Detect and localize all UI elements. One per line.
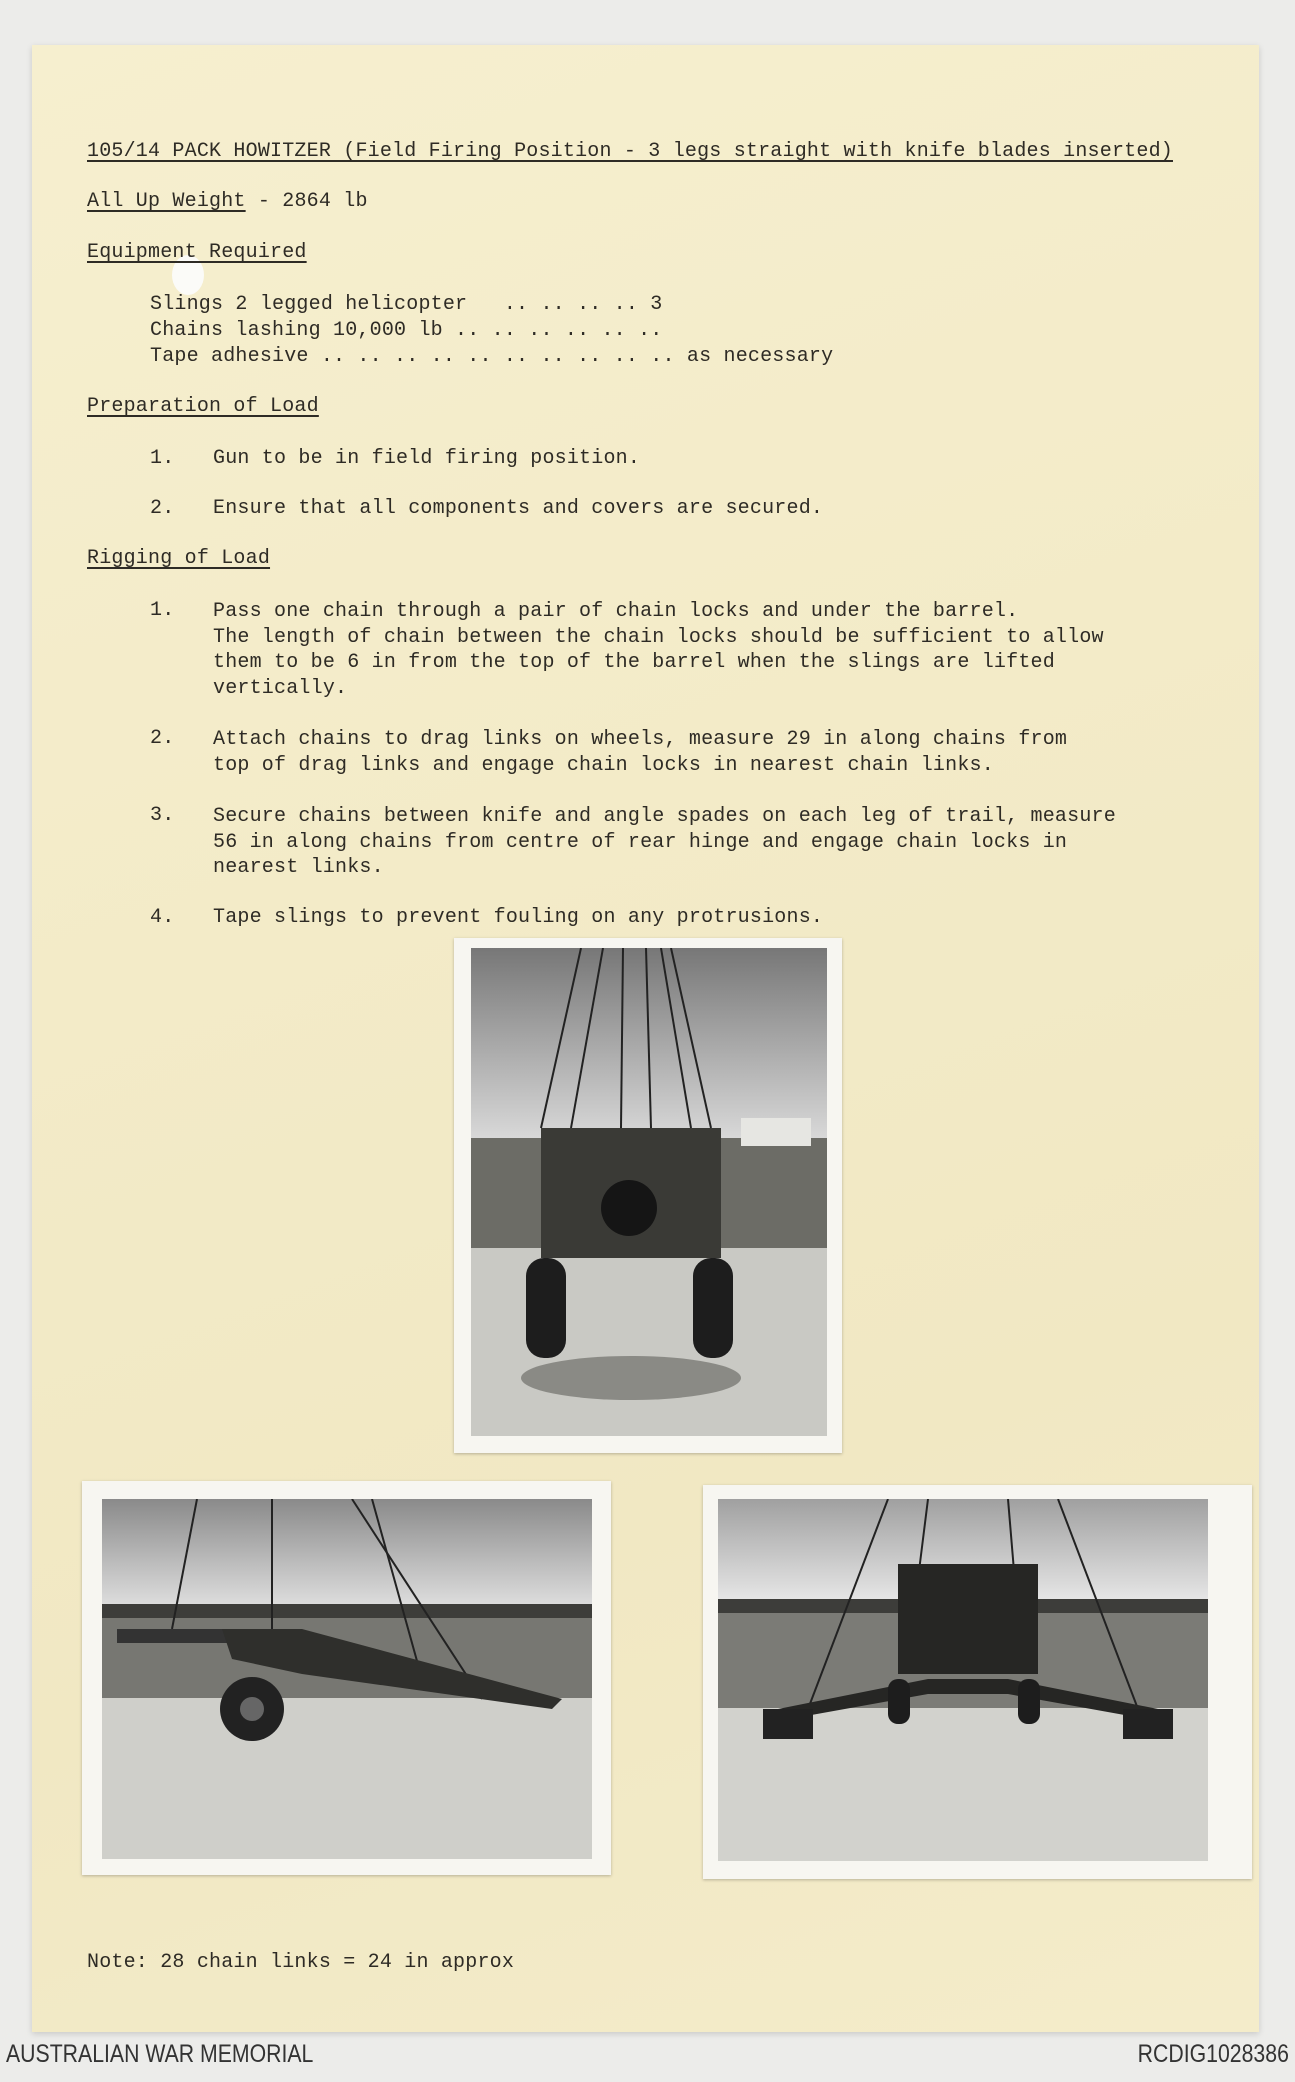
- list-item: Attach chains to drag links on wheels, measure 29 in along chains from top of drag links and engage chain locks in nearest chain links.: [213, 728, 1068, 777]
- photo-howitzer-rear-view: [703, 1485, 1252, 1879]
- document-page: [32, 45, 1259, 2032]
- equipment-heading: Equipment Required: [87, 241, 307, 264]
- list-number: 4.: [150, 906, 175, 929]
- list-number: 1.: [150, 447, 175, 470]
- photo-howitzer-front-lifted: [454, 938, 842, 1453]
- equipment-item: Chains lashing 10,000 lb .. .. .. .. .. ..: [150, 319, 663, 342]
- list-item: Tape slings to prevent fouling on any protrusions.: [213, 906, 824, 929]
- footer-reference: RCDIG1028386: [1137, 2040, 1289, 2068]
- photo-howitzer-side-view: [82, 1481, 611, 1875]
- equipment-item: Slings 2 legged helicopter .. .. .. .. 3: [150, 293, 663, 316]
- list-item: Ensure that all components and covers are secured.: [213, 497, 824, 520]
- list-item: Secure chains between knife and angle spades on each leg of trail, measure 56 in along chains from centre of rear hinge and engage chain locks in nearest links.: [213, 805, 1116, 879]
- list-number: 3.: [150, 804, 175, 827]
- document-title: 105/14 PACK HOWITZER (Field Firing Position - 3 legs straight with knife blades inserted): [87, 140, 1173, 163]
- list-number: 2.: [150, 497, 175, 520]
- list-number: 1.: [150, 599, 175, 622]
- list-item: Gun to be in field firing position.: [213, 447, 641, 470]
- weight-line: [87, 190, 368, 213]
- equipment-item: Tape adhesive .. .. .. .. .. .. .. .. .. .. as necessary: [150, 345, 834, 368]
- rigging-heading: Rigging of Load: [87, 547, 271, 570]
- preparation-heading: Preparation of Load: [87, 395, 319, 418]
- note: Note: 28 chain links = 24 in approx: [87, 1951, 515, 1974]
- weight-value: - 2864 lb: [245, 190, 368, 213]
- list-item: Pass one chain through a pair of chain locks and under the barrel. The length of chain between the chain locks should be sufficient to allow them to be 6 in from the top of the barrel when the slings are lifted vertically.: [213, 600, 1104, 700]
- footer-institution: AUSTRALIAN WAR MEMORIAL: [6, 2040, 314, 2068]
- list-number: 2.: [150, 727, 175, 750]
- weight-label: All Up Weight: [87, 190, 246, 213]
